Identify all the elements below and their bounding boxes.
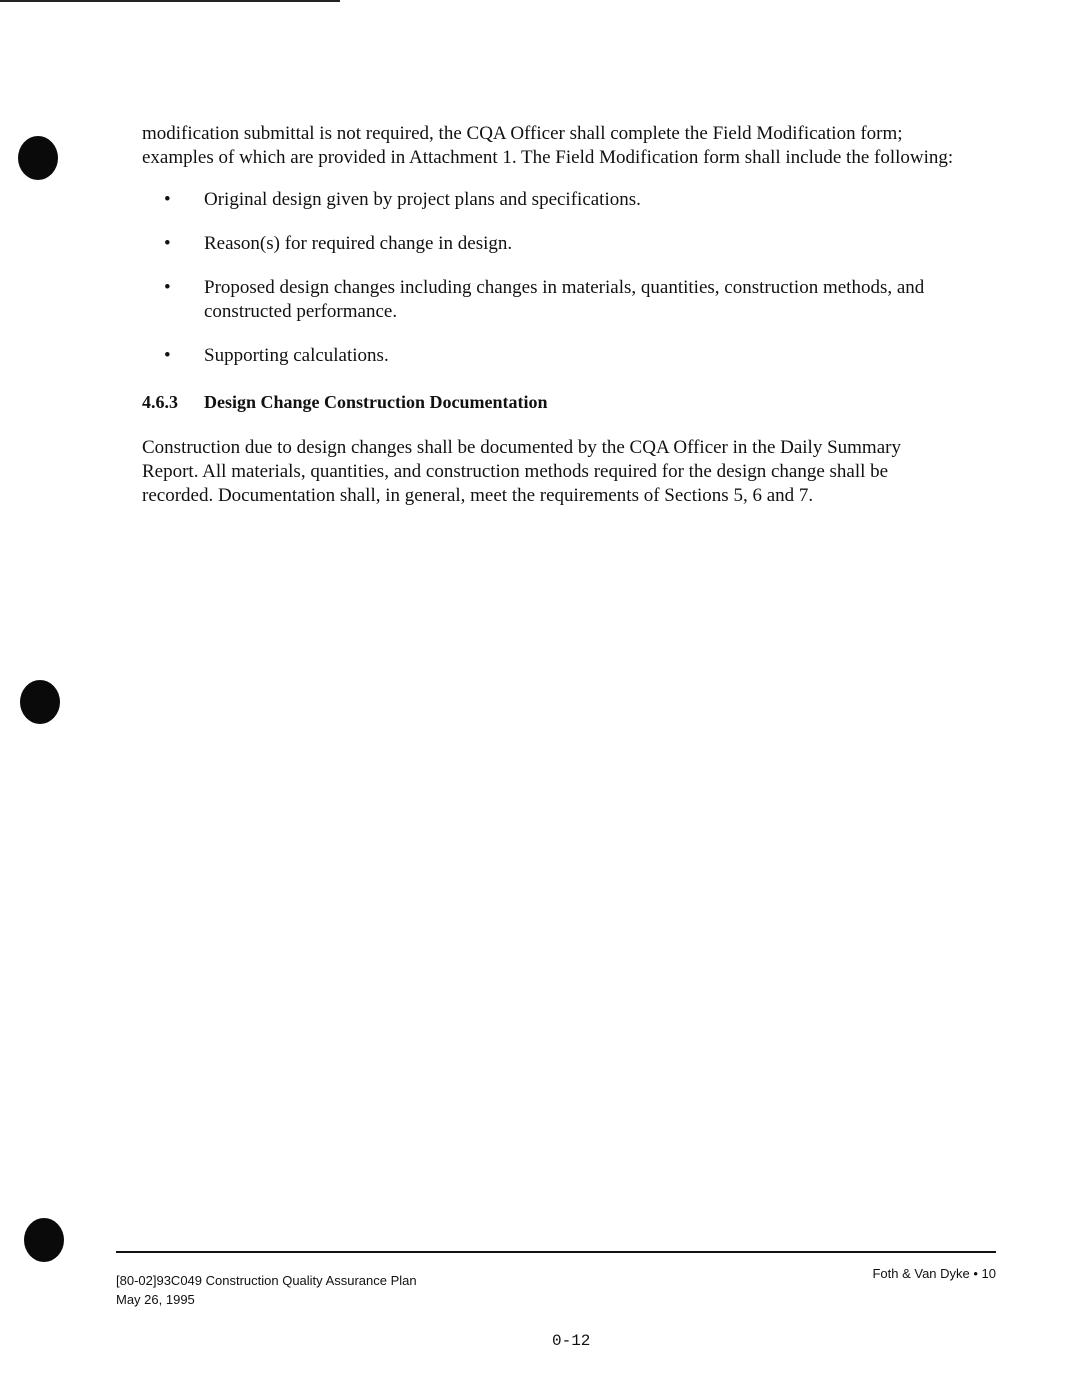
binder-punch-hole xyxy=(20,680,60,724)
footer-divider xyxy=(116,1251,996,1253)
list-item xyxy=(142,276,962,324)
section-title: Design Change Construction Documentation xyxy=(204,392,548,412)
list-item xyxy=(142,188,962,212)
page-stamp: 0-12 xyxy=(552,1332,591,1350)
intro-paragraph: modification submittal is not required, the CQA Officer shall complete the Field Modification form; examples of which are provided in Attachment 1. The Field Modification form shall include the following: xyxy=(142,123,954,168)
section-heading xyxy=(142,390,962,414)
footer-left xyxy=(116,1271,417,1309)
list-item-text: Reason(s) for required change in design. xyxy=(204,233,513,254)
bullet-icon: • xyxy=(164,345,171,366)
list-item xyxy=(142,232,962,256)
footer-company-page: Foth & Van Dyke • 10 xyxy=(872,1266,996,1281)
requirements-list xyxy=(142,188,962,368)
footer-document-id: [80-02]93C049 Construction Quality Assurance Plan xyxy=(116,1273,417,1288)
binder-punch-hole xyxy=(24,1218,64,1262)
footer-date: May 26, 1995 xyxy=(116,1292,195,1307)
binder-punch-hole xyxy=(18,136,58,180)
document-body xyxy=(142,122,962,508)
bullet-icon: • xyxy=(164,189,171,210)
bullet-icon: • xyxy=(164,277,171,298)
section-paragraph: Construction due to design changes shall be documented by the CQA Officer in the Daily Summary Report. All materials, quantities, and construction methods required for the design change shall be recorded. Documentation shall, in general, meet the requirements of Sections 5, 6 and 7. xyxy=(142,437,901,506)
list-item-text: Original design given by project plans and specifications. xyxy=(204,189,641,210)
list-item-text: Proposed design changes including changes in materials, quantities, construction methods, and constructed performance. xyxy=(204,277,925,322)
section-number: 4.6.3 xyxy=(142,392,178,412)
list-item xyxy=(142,344,962,368)
list-item-text: Supporting calculations. xyxy=(204,345,389,366)
bullet-icon: • xyxy=(164,233,171,254)
scan-top-edge-line xyxy=(0,0,340,2)
